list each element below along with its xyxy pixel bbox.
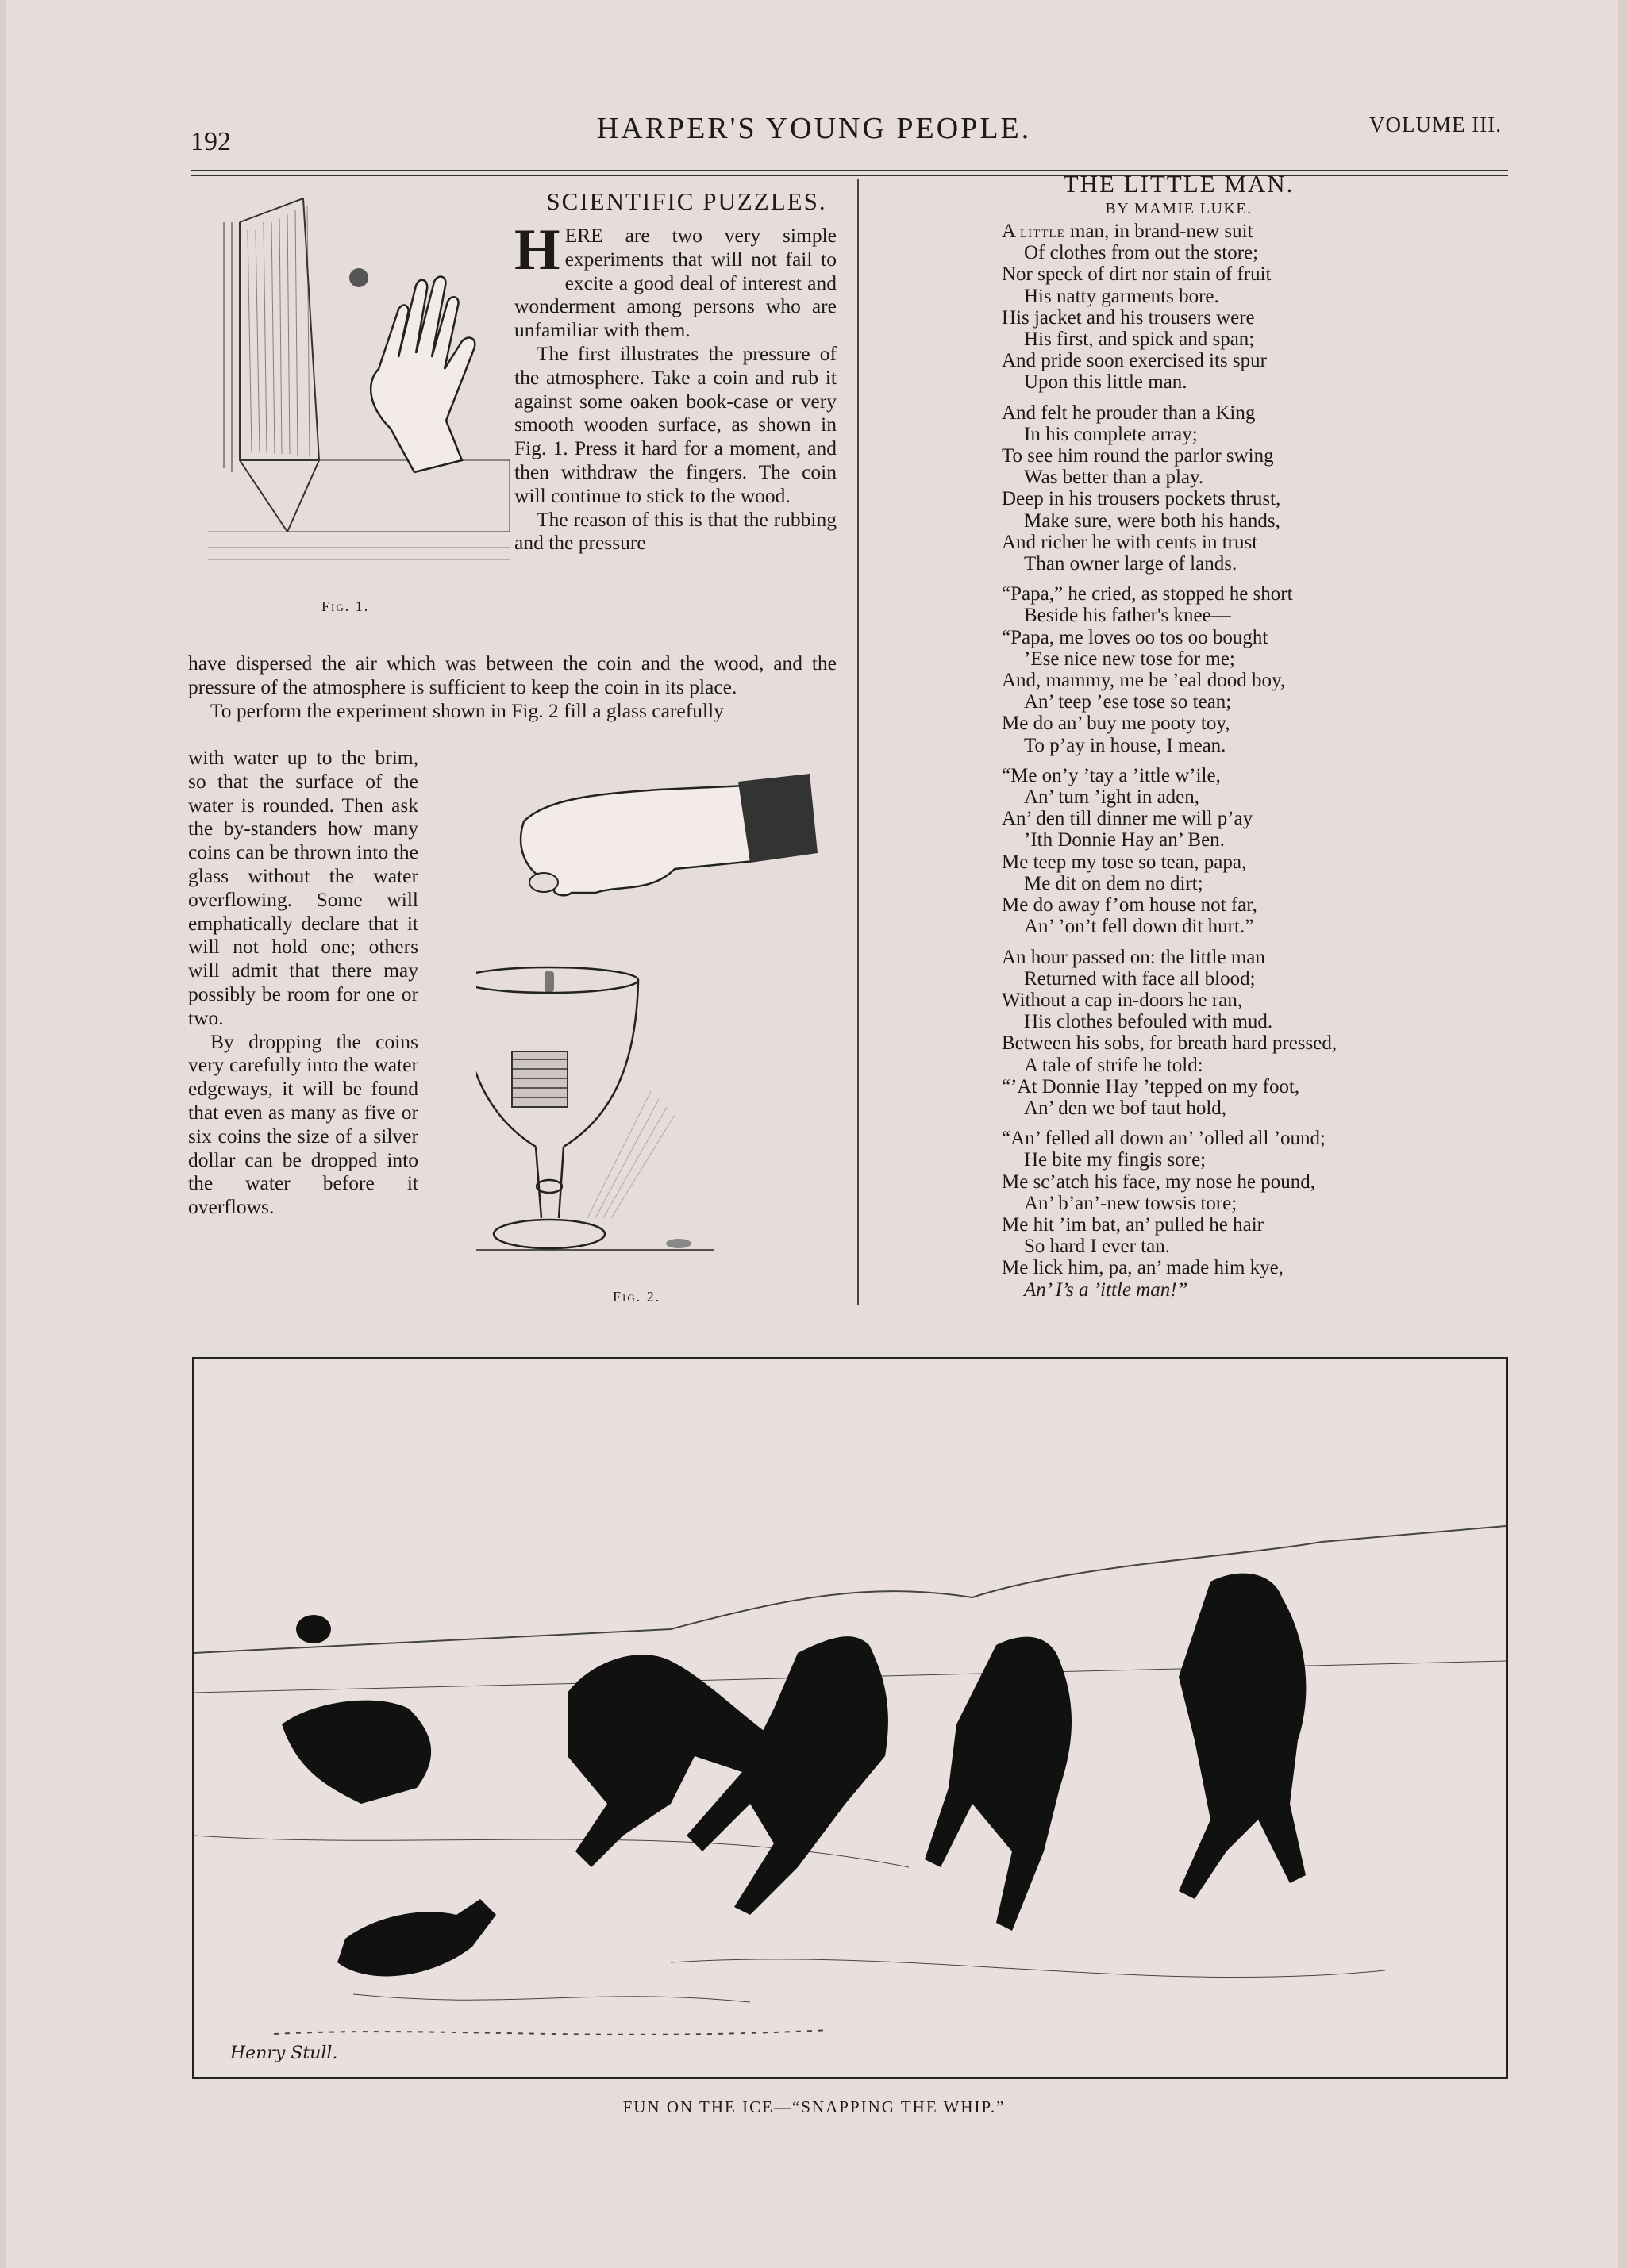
poem-stanza [1002, 583, 1510, 756]
poem-line: Upon this little man. [1024, 371, 1187, 394]
poem-line: Me dit on dem no dirt; [1024, 872, 1203, 894]
poem-line: To see him round the parlor swing [1002, 445, 1274, 467]
drop-cap: H [514, 217, 560, 283]
publication-title: HARPER'S YOUNG PEOPLE. [596, 112, 1032, 145]
poem-line: And pride soon exercised its spur [1002, 350, 1267, 372]
figure-2-caption: Fig. 2. [613, 1289, 661, 1305]
poem-line: “’At Donnie Hay ’tepped on my foot, [1002, 1075, 1300, 1097]
poem-line: “An’ felled all down an’ ’olled all ’ound; [1002, 1128, 1326, 1150]
poem-line: Beside his father's knee— [1024, 605, 1231, 627]
poem-line: An’ ’on’t fell down dit hurt.” [1024, 916, 1254, 938]
poem-author: BY MAMIE LUKE. [1105, 200, 1253, 217]
goblet-icon [476, 967, 714, 1250]
poem-line: Me do an’ buy me pooty toy, [1002, 713, 1230, 735]
poem-line: An’ b’an’-new towsis tore; [1024, 1192, 1237, 1214]
poem-line: Me lick him, pa, an’ made him kye, [1002, 1257, 1284, 1279]
poem-line: Between his sobs, for breath hard pressed, [1002, 1032, 1337, 1055]
poem-line: Than owner large of lands. [1024, 553, 1237, 575]
poem-line: Returned with face all blood; [1024, 967, 1256, 990]
volume-label: VOLUME III. [1369, 113, 1502, 136]
poem-line: An’ teep ’ese tose so tean; [1024, 691, 1232, 713]
poem-body [1002, 221, 1510, 1309]
hand-icon [371, 277, 475, 472]
paragraph: with water up to the brim, so that the surface of the water is rounded. Then ask the by-standers how many coins can be thrown into the glass without the water overflowing. Some will emphatically declare that it will not hold one; others will admit that there may possibly be room for one or two. [188, 746, 418, 1029]
paragraph: By dropping the coins very carefully into the water edgeways, it will be found that even as many as five or six coins the size of a silver dollar can be dropped into the water before it overflows. [188, 1029, 418, 1219]
skater-silhouette [925, 1637, 1072, 1931]
poem-line: And, mammy, me be ’eal dood boy, [1002, 670, 1286, 692]
sleeve-icon [738, 774, 818, 863]
paragraph: have dispersed the air which was between the coin and the wood, and the pressure of the atmosphere is sufficient to keep the coin in its place. [188, 652, 837, 698]
artist-signature: Henry Stull. [230, 2043, 338, 2063]
sprawled-skater-silhouette [337, 1899, 496, 1976]
figure-1-caption: Fig. 1. [321, 598, 370, 614]
poem-line-part: A [1002, 221, 1020, 242]
article-fullwidth [188, 652, 837, 722]
poem-line: Without a cap in-doors he ran, [1002, 989, 1243, 1011]
poem-title: THE LITTLE MAN. [1063, 170, 1295, 198]
poem-line: To p’ay in house, I mean. [1024, 734, 1226, 756]
poem-line: Of clothes from out the store; [1024, 242, 1259, 264]
fallen-skater-silhouette [282, 1701, 431, 1804]
poem-line: In his complete array; [1024, 423, 1198, 445]
skater-silhouette [1179, 1574, 1306, 1899]
poem-line: And richer he with cents in trust [1002, 531, 1258, 553]
poem-line: Make sure, were both his hands, [1024, 509, 1280, 532]
skating-scene-illustration [194, 1359, 1506, 2077]
poem-line: “Papa, me loves oo tos oo bought [1002, 626, 1268, 648]
poem-line: A tale of strife he told: [1024, 1054, 1203, 1076]
poem-line: His clothes befouled with mud. [1024, 1011, 1273, 1033]
flying-hat-silhouette [296, 1615, 331, 1643]
column-divider [857, 179, 859, 1305]
coin-icon [545, 971, 554, 993]
article-title: SCIENTIFIC PUZZLES. [546, 187, 827, 215]
illustration-caption: FUN ON THE ICE—“SNAPPING THE WHIP.” [622, 2097, 1006, 2116]
poem-line: “Papa,” he cried, as stopped he short [1002, 583, 1293, 605]
poem-line: Me sc’atch his face, my nose he pound, [1002, 1171, 1316, 1193]
poem-line: Me hit ’im bat, an’ pulled he hair [1002, 1213, 1264, 1236]
poem-line: So hard I ever tan. [1024, 1236, 1170, 1258]
poem-line: Me teep my tose so tean, papa, [1002, 851, 1247, 873]
poem-line: An’ den we bof taut hold, [1024, 1097, 1227, 1119]
poem-line: ’Ese nice new tose for me; [1024, 648, 1235, 670]
skater-silhouette [687, 1636, 888, 1915]
poem-line: ’Ith Donnie Hay an’ Ben. [1024, 829, 1225, 851]
figure-1-coin-on-bookcase [208, 198, 518, 571]
skater-silhouette [568, 1655, 766, 1867]
poem-stanza [1002, 221, 1510, 394]
poem-line: His jacket and his trousers were [1002, 306, 1255, 329]
poem-stanza [1002, 765, 1510, 938]
poem-line: An’ tum ’ight in aden, [1024, 786, 1200, 809]
paragraph: To perform the experiment shown in Fig. 2 fill a glass carefully [210, 698, 724, 722]
poem-line-part: man, in brand-new suit [1064, 221, 1253, 242]
poem-line: “Me on’y ’tay a ’ittle w’ile, [1002, 764, 1221, 786]
poem-line [1002, 221, 1510, 242]
poem-line: An’ I’s a ’ittle man!” [1024, 1278, 1188, 1301]
poem-line: And felt he prouder than a King [1002, 402, 1256, 424]
poem-line: Was better than a play. [1024, 467, 1204, 489]
poem-stanza [1002, 402, 1510, 575]
paragraph: ERE are two very simple experiments that will not fail to excite a good deal of interest and wonderment among persons who are unfamiliar with them. [514, 224, 837, 342]
figure-2-glass-and-coin [476, 774, 841, 1282]
poem-line-part: little [1019, 221, 1065, 241]
article-column-top [514, 217, 837, 555]
poem-stanza [1002, 1128, 1510, 1301]
poem-line: Nor speck of dirt nor stain of fruit [1002, 263, 1272, 286]
article-column-bottom [188, 746, 418, 1219]
poem-line: An’ den till dinner me will p’ay [1002, 808, 1253, 830]
page-number: 192 [191, 127, 231, 156]
illustration-frame [192, 1357, 1508, 2079]
poem-line: His natty garments bore. [1024, 285, 1219, 307]
paragraph: The first illustrates the pressure of the atmosphere. Take a coin and rub it against some oaken book-case or very smooth wooden surface, as shown in Fig. 1. Press it hard for a moment, and then withdraw the fingers. The coin will continue to stick to the wood. [514, 341, 837, 507]
poem-stanza [1002, 947, 1510, 1120]
coin-icon [666, 1239, 691, 1248]
coin-icon [349, 268, 368, 287]
paragraph: The reason of this is that the rubbing and the pressure [514, 507, 837, 555]
poem-line: Me do away f’om house not far, [1002, 894, 1257, 917]
poem-line: An hour passed on: the little man [1002, 946, 1265, 968]
poem-line: He bite my fingis sore; [1024, 1149, 1207, 1171]
poem-line: His first, and spick and span; [1024, 329, 1255, 351]
poem-line: Deep in his trousers pockets thrust, [1002, 488, 1281, 510]
